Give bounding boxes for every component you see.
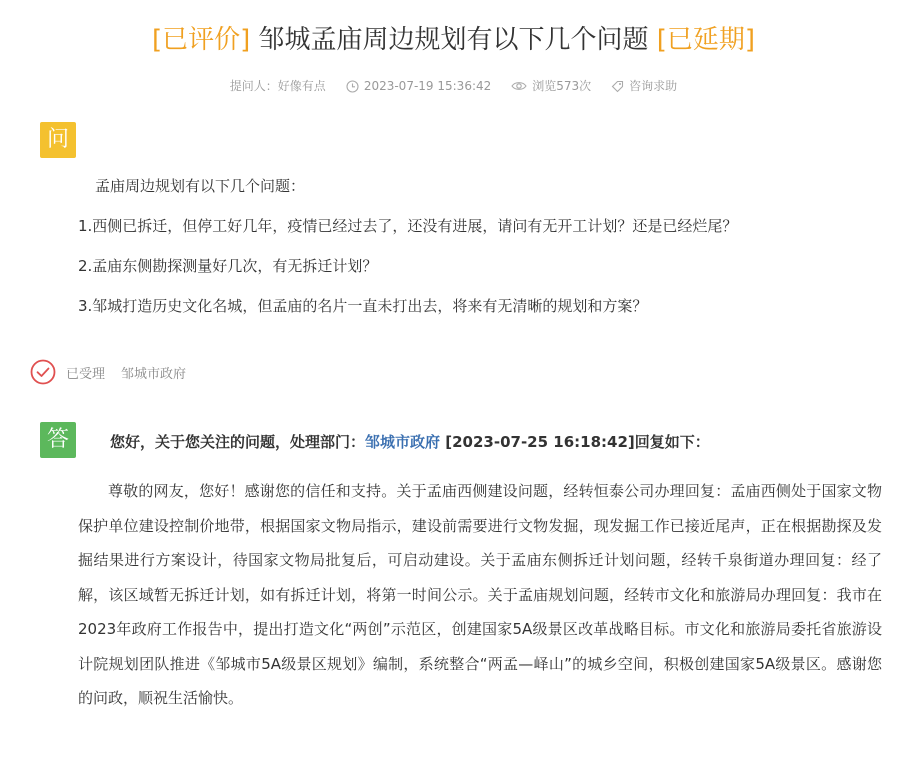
category xyxy=(611,77,677,95)
eye-icon xyxy=(511,80,527,92)
question-line: 1.西侧已拆迁，但停工好几年，疫情已经过去了，还没有进展，请问有无开工计划？还是已经烂尾？ xyxy=(78,217,738,235)
reply-head-suffix: [2023-07-25 16:18:42]回复如下： xyxy=(440,433,710,451)
status-state: 已受理 xyxy=(66,366,106,382)
reply-head-prefix: 您好，关于您关注的问题，处理部门： xyxy=(110,433,366,451)
datetime xyxy=(346,77,491,95)
tag-icon xyxy=(611,80,624,93)
rated-tag: [已评价] xyxy=(151,25,251,55)
clock-icon xyxy=(346,80,359,93)
question-badge: 问 xyxy=(40,122,76,158)
page-title xyxy=(0,22,907,58)
status-row xyxy=(30,359,186,385)
reply-header xyxy=(110,430,710,454)
question-line: 孟庙周边规划有以下几个问题： xyxy=(95,177,306,195)
views xyxy=(511,77,591,95)
reply-body: 尊敬的网友，您好！感谢您的信任和支持。关于孟庙西侧建设问题，经转恒泰公司办理回复：孟庙西侧处于国家文物保护单位建设控制价地带，根据国家文物局指示，建设前需要进行文物发掘，现发掘工作已接近尾声，正在根据勘探及发掘结果进行方案设计，待国家文物局批复后，可启动建设。关于孟庙东侧拆迁计划问题，经转千泉街道办理回复：经了解，该区域暂无拆迁计划，如有拆迁计划，将第一时间公示。关于孟庙规划问题，经转市文化和旅游局办理回复：我市在2023年政府工作报告中，提出打造文化“两创”示范区，创建国家5A级景区改革战略目标。市文化和旅游局委托省旅游设计院规划团队推进《邹城市5A级景区规划》编制，系统整合“两孟—峄山”的城乡空间，积极创建国家5A级景区。感谢您的问政，顺祝生活愉快。 xyxy=(78,482,882,707)
asker xyxy=(230,77,326,95)
answer-badge: 答 xyxy=(40,422,76,458)
asker-text: 提问人：好像有点 xyxy=(229,79,326,93)
datetime-text: 2023-07-19 15:36:42 xyxy=(363,79,492,93)
status-dept: 邹城市政府 xyxy=(121,366,187,382)
question-line: 2.孟庙东侧勘探测量好几次，有无拆迁计划？ xyxy=(78,257,378,275)
reply-dept-link[interactable]: 邹城市政府 xyxy=(365,433,441,451)
check-circle-icon xyxy=(30,359,56,385)
category-text: 咨询求助 xyxy=(629,79,678,93)
title-text: 邹城孟庙周边规划有以下几个问题 xyxy=(250,25,657,55)
views-text: 浏览573次 xyxy=(532,79,592,93)
question-body xyxy=(78,172,878,332)
delayed-tag: [已延期] xyxy=(656,25,756,55)
question-line: 3.邹城打造历史文化名城，但孟庙的名片一直未打出去，将来有无清晰的规划和方案？ xyxy=(78,297,648,315)
meta-bar xyxy=(0,77,907,95)
